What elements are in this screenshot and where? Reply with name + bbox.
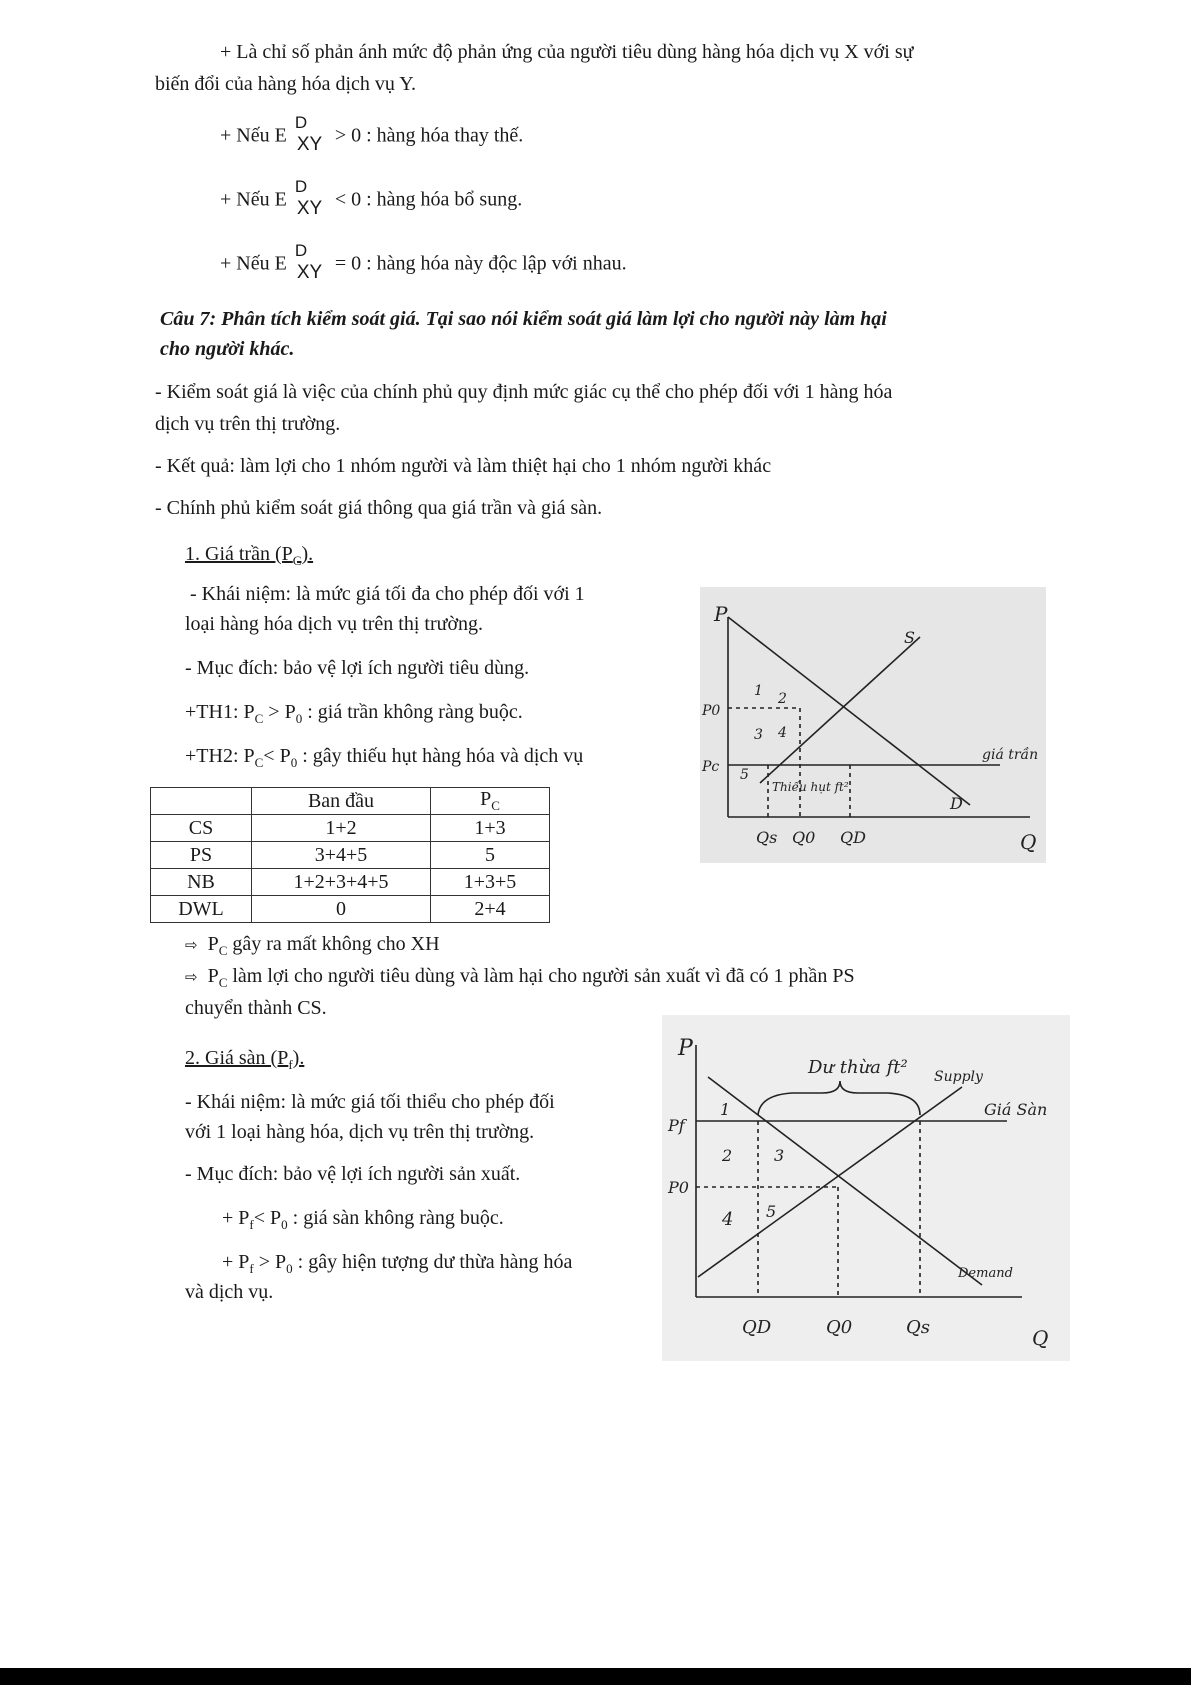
surplus-brace [758,1081,920,1115]
table-cell: PS [151,842,252,869]
method-line: - Chính phủ kiểm soát giá thông qua giá trần và giá sàn. [155,497,603,519]
floor-concept-line-1: - Khái niệm: là mức giá tối thiểu cho phép đối [185,1091,555,1113]
qd-label: QD [742,1317,772,1338]
floor-line-label: Giá Sàn [984,1100,1048,1119]
question-line-2: cho người khác. [160,338,295,360]
elasticity-case-independent [220,241,627,284]
arrow-icon: ⇨ [185,936,198,954]
table-cell: CS [151,815,252,842]
q-axis-label: Q [1020,830,1037,854]
arrow-icon: ⇨ [185,968,198,986]
pf-label: Pf [668,1116,685,1135]
definition-line-1: - Kiểm soát giá là việc của chính phủ quy định mức giác cụ thể cho phép đối với 1 hàng hóa [155,381,893,403]
supply-curve [698,1087,962,1277]
ceiling-conclusion-2-cont: chuyển thành CS. [185,997,327,1019]
demand-label: Demand [958,1266,1013,1281]
elasticity-symbol: D XY [294,241,323,283]
supply-label: S [904,628,915,647]
table-cell: 1+2+3+4+5 [252,869,431,896]
qs-label: Qs [906,1317,930,1338]
floor-case-1: + $P_f< P_0$ : giá sàn không ràng buộc. [222,1207,504,1232]
table-cell: 0 [252,896,431,923]
floor-heading: 2. Giá sàn $(P_f)$. [185,1047,305,1072]
result-line: - Kết quả: làm lợi cho 1 nhóm người và làm thiệt hại cho 1 nhóm người khác [155,455,772,477]
elasticity-relation: < 0 : hàng hóa bổ sung. [334,188,523,211]
area-label: 3 [754,727,763,743]
surplus-comparison-table [150,787,550,923]
p-axis-label: P [714,602,728,626]
ceiling-conclusion-2: ⇨ $P_C$ làm lợi cho người tiêu dùng và làm hại cho người sản xuất vì đã có 1 phần PS [185,965,855,990]
q0-label: Q0 [792,828,816,847]
area-label: 1 [754,683,763,699]
area-label: 5 [740,767,749,783]
elasticity-symbol: D XY [294,113,323,155]
shortage-label: Thiếu hụt ft² [772,780,849,794]
elasticity-relation: > 0 : hàng hóa thay thế. [334,124,524,147]
ceiling-case-2: +TH2: $P_C< P_0$ : gây thiếu hụt hàng hóa và dịch vụ [185,745,584,770]
table-cell: 2+4 [431,896,550,923]
table-row [151,869,550,896]
table-cell: DWL [151,896,252,923]
floor-concept-line-2: với 1 loại hàng hóa, dịch vụ trên thị trường. [185,1121,535,1143]
area-label: 2 [778,691,787,707]
demand-label: D [950,794,963,813]
table-cell: 3+4+5 [252,842,431,869]
elasticity-symbol: D XY [294,177,323,219]
table-cell: NB [151,869,252,896]
table-header-cell [151,788,252,815]
elasticity-relation: = 0 : hàng hóa này độc lập với nhau. [334,252,627,275]
intro-line-1: + Là chỉ số phản ánh mức độ phản ứng của người tiêu dùng hàng hóa dịch vụ X với sự [220,41,914,63]
floor-purpose: - Mục đích: bảo vệ lợi ích người sản xuất. [185,1163,521,1185]
table-cell: 1+2 [252,815,431,842]
q0-label: Q0 [826,1317,853,1338]
ceiling-heading: 1. Giá trần $(P_C)$. [185,543,314,568]
demand-curve [708,1077,982,1285]
table-row [151,815,550,842]
ceiling-line-label: giá trần [982,747,1039,763]
ceiling-graph-figure [700,587,1046,863]
pc-label: Pc [702,759,720,775]
p0-label: P0 [668,1178,689,1197]
table-row [151,842,550,869]
floor-graph-figure [662,1015,1070,1361]
area-label: 2 [722,1146,733,1165]
table-cell: 5 [431,842,550,869]
elasticity-prefix: + Nếu E [220,124,287,147]
table-row [151,896,550,923]
ceiling-concept-line-1: - Khái niệm: là mức giá tối đa cho phép đối với 1 [190,583,585,605]
definition-line-2: dịch vụ trên thị trường. [155,413,341,435]
area-label: 3 [774,1146,785,1165]
supply-curve [760,637,920,783]
floor-case-2-cont: và dịch vụ. [185,1281,274,1303]
elasticity-case-complement [220,177,523,220]
elasticity-case-substitute [220,113,524,156]
ceiling-graph [700,587,1046,863]
supply-label: Supply [934,1069,983,1085]
intro-line-2: biến đổi của hàng hóa dịch vụ Y. [155,73,417,95]
area-label: 4 [778,725,787,741]
bottom-black-bar [0,1668,1191,1685]
demand-curve [728,617,970,805]
table-header-cell: Ban đầu [252,788,431,815]
ceiling-case-1: +TH1: $P_C > P_0$ : giá trần không ràng buộc. [185,701,523,726]
table-cell: 1+3+5 [431,869,550,896]
ceiling-concept-line-2: loại hàng hóa dịch vụ trên thị trường. [185,613,484,635]
area-label: 4 [722,1209,734,1230]
surplus-label: Dư thừa ft² [808,1057,908,1078]
qd-label: QD [840,828,866,847]
p0-label: P0 [702,703,721,719]
table-header-row [151,788,550,815]
elasticity-prefix: + Nếu E [220,188,287,211]
ceiling-conclusion-1: ⇨ $P_C$ gây ra mất không cho XH [185,933,440,958]
area-label: 5 [766,1202,777,1221]
floor-graph [662,1015,1070,1361]
area-label: 1 [720,1100,731,1119]
elasticity-prefix: + Nếu E [220,252,287,275]
floor-case-2: + $P_f > P_0$ : gây hiện tượng dư thừa hàng hóa [222,1251,573,1276]
table-cell: 1+3 [431,815,550,842]
p-axis-label: P [678,1036,693,1061]
table-header-cell: $P_C$ [431,788,550,815]
qs-label: Qs [756,828,778,847]
ceiling-purpose: - Mục đích: bảo vệ lợi ích người tiêu dùng. [185,657,530,679]
question-line-1: Câu 7: Phân tích kiểm soát giá. Tại sao nói kiểm soát giá làm lợi cho người này làm hại [160,308,887,330]
q-axis-label: Q [1032,1326,1049,1350]
